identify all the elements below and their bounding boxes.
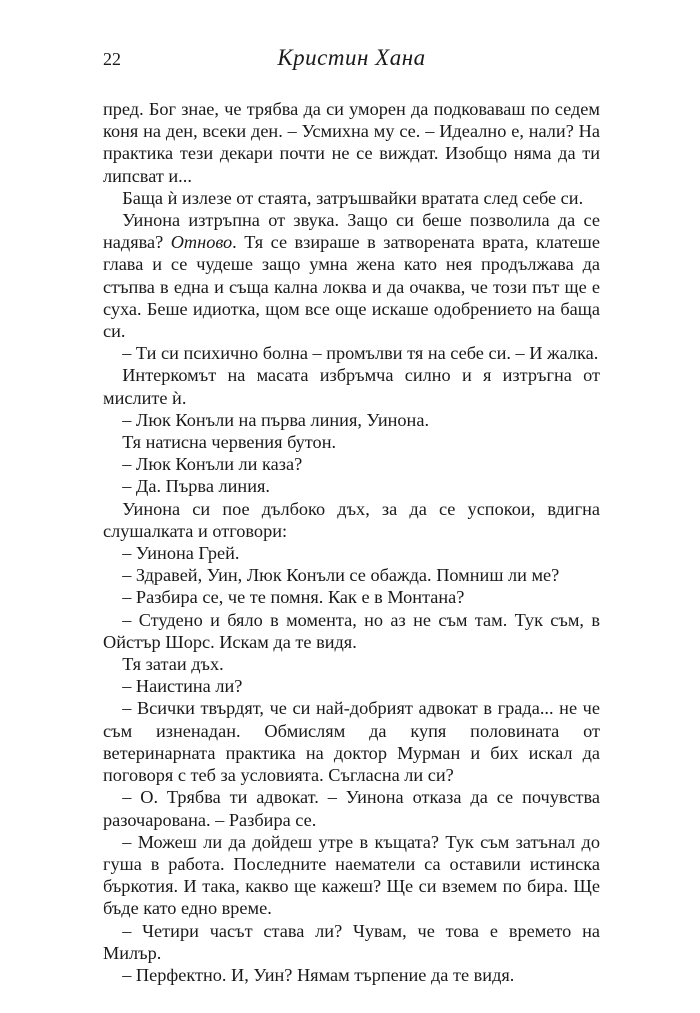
paragraph-11: – Уинона Грей. [122,543,240,564]
paragraph-3 [103,209,600,342]
paragraph-1: пред. Бог знае, че трябва да си уморен да подковаваш по седем коня на ден, всеки ден. – Усмихна му се. – Идеално е, нали? На практика тези декари почти не се виждат. Изобщо няма да ти липсват и... [103,99,600,186]
paragraph-21: – Перфектно. И, Уин? Нямам търпение да те видя. [122,964,515,985]
running-header [103,46,600,76]
paragraph-3-text-after: . Тя се взираше в затворената врата, клатеше глава и се чудеше защо умна жена като нея продължава да стъпва в една и съща кална локва и да очаква, че този път ще е суха. Беше идиотка, щом все още искаше одобрението на баща си. [103,232,600,342]
paragraph-18: – О. Трябва ти адвокат. – Уинона отказа да се почувства разочарована. – Разбира се. [103,787,600,830]
paragraph-14: – Студено и бяло в момента, но аз не съм там. Тук съм, в Ойстър Шорс. Искам да те видя. [103,609,600,652]
paragraph-9: – Да. Първа линия. [122,476,270,497]
paragraph-7: Тя натисна червения бутон. [122,432,337,453]
paragraph-6: – Люк Конъли на първа линия, Уинона. [122,409,430,430]
paragraph-5: Интеркомът на масата избръмча силно и я изтръгна от мислите ѝ. [103,365,600,408]
running-title: Кристин Хана [277,45,426,70]
paragraph-3-text-before: Уинона изтръпна от звука. Защо си беше позволила да се надява? [103,210,600,253]
paragraph-19: – Можеш ли да дойдеш утре в къщата? Тук съм затънал до гуша в работа. Последните наематели са оставили истинска бъркотия. И така, какво ще кажеш? Ще си вземем по бира. Ще бъде като едно време. [103,831,600,919]
paragraph-2: Баща ѝ излезе от стаята, затръшвайки вратата след себе си. [122,187,584,208]
emphasized-word: Отново [170,232,233,253]
paragraph-20: – Четири часът става ли? Чувам, че това е времето на Милър. [103,920,600,963]
paragraph-8: – Люк Конъли ли каза? [122,454,303,475]
paragraph-10: Уинона си пое дълбоко дъх, за да се успокои, вдигна слушалката и отговори: [103,498,600,541]
body-text [103,98,600,986]
page-number: 22 [103,49,121,69]
paragraph-4: – Ти си психично болна – промълви тя на себе си. – И жалка. [122,343,599,364]
paragraph-12: – Здравей, Уин, Люк Конъли се обажда. Помниш ли ме? [122,565,560,586]
paragraph-13: – Разбира се, че те помня. Как е в Монтана? [122,587,465,608]
paragraph-16: – Наистина ли? [122,676,243,697]
paragraph-17: – Всички твърдят, че си най-добрият адвокат в града... не че съм изненадан. Обмислям да купя половината от ветеринарната практика на доктор Мурман и бих искал да поговоря с теб за условията. Съгласна ли си? [103,698,600,786]
paragraph-15: Тя затаи дъх. [122,654,224,675]
